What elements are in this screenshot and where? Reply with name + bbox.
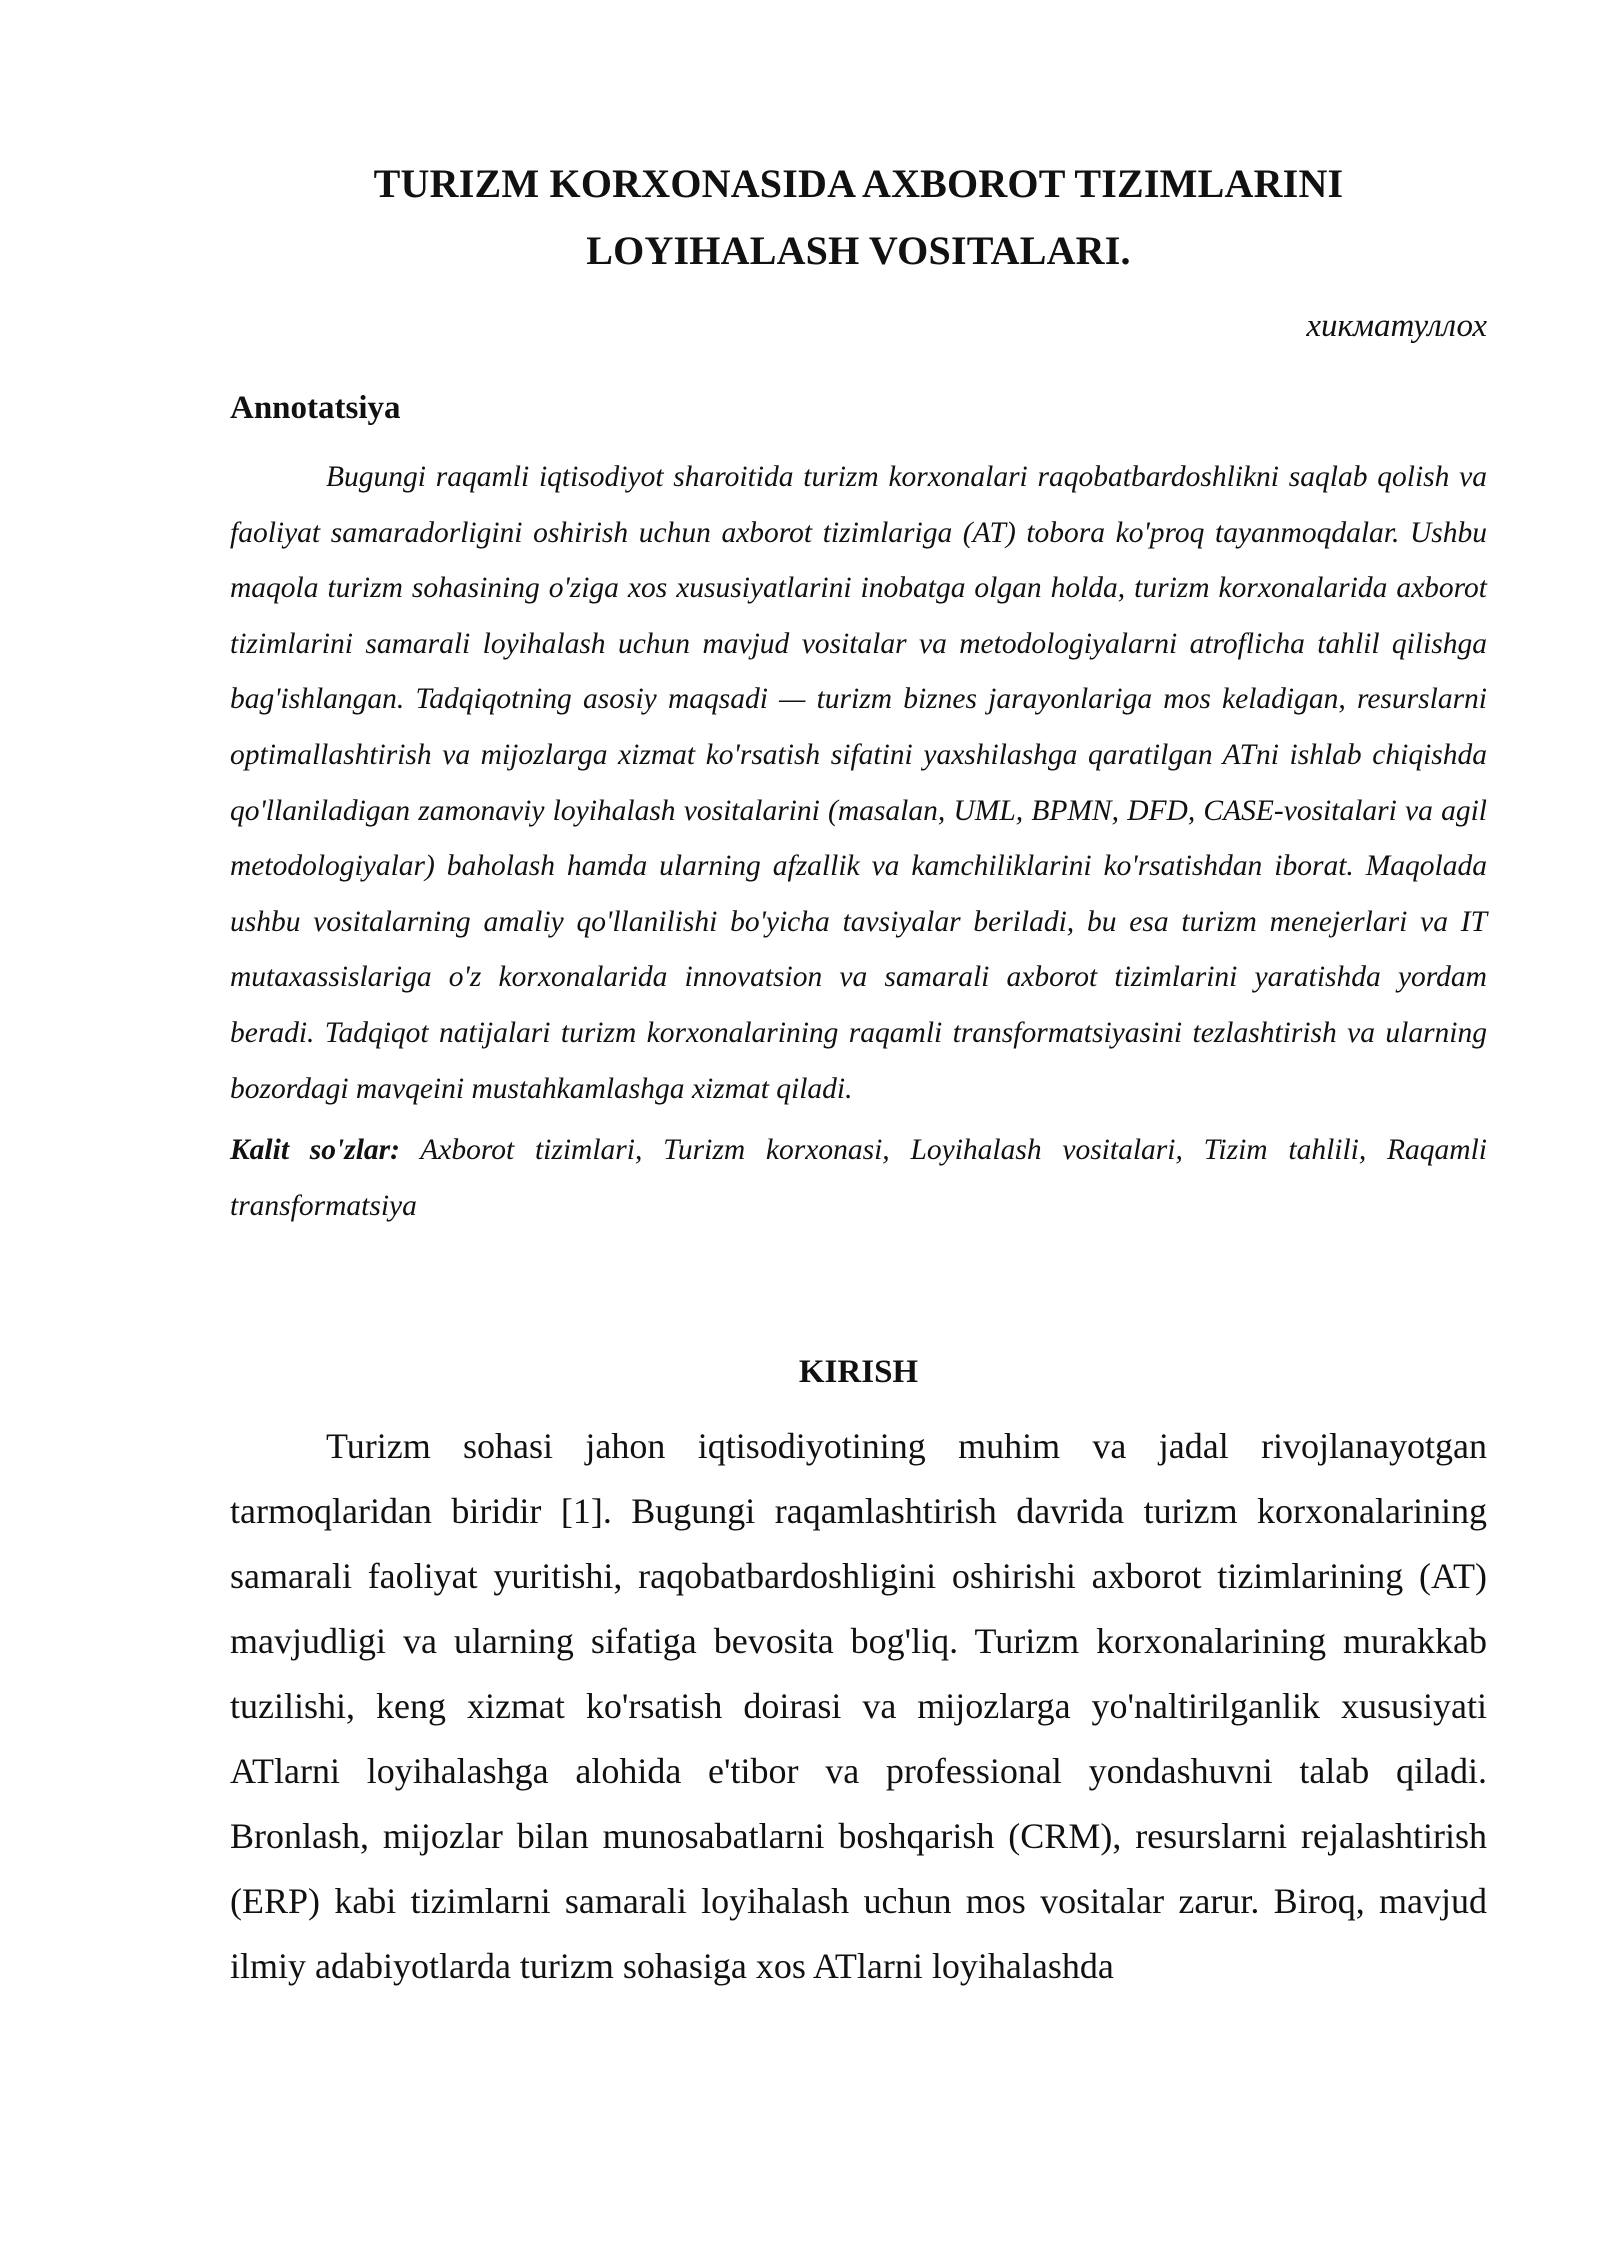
document-title bbox=[230, 150, 1487, 284]
annotation-heading: Annotatsiya bbox=[230, 390, 401, 426]
keywords-label: Kalit so'zlar: bbox=[230, 1134, 400, 1167]
annotation-paragraph: Bugungi raqamli iqtisodiyot sharoitida turizm korxonalari raqobatbardoshlikni saqlab qolish va faoliyat samaradorligini oshirish uchun axborot tizimlariga (AT) tobora ko'proq tayanmoqdalar. Ushbu maqola turizm sohasining o'ziga xos xususiyatlarini inobatga olgan holda, turizm korxonalarida axborot tizimlarini samarali loyihalash uchun mavjud vositalar va metodologiyalarni atroflicha tahlil qilishga bag'ishlangan. Tadqiqotning asosiy maqsadi — turizm biznes jarayonlariga mos keladigan, resurslarni optimallashtirish va mijozlarga xizmat ko'rsatish sifatini yaxshilashga qaratilgan ATni ishlab chiqishda qo'llaniladigan zamonaviy loyihalash vositalarini (masalan, UML, BPMN, DFD, CASE-vositalari va agil metodologiyalar) baholash hamda ularning afzallik va kamchiliklarini ko'rsatishdan iborat. Maqolada ushbu vositalarning amaliy qo'llanilishi bo'yicha tavsiyalar beriladi, bu esa turizm menejerlari va IT mutaxassislariga o'z korxonalarida innovatsion va samarali axborot tizimlarini yaratishda yordam beradi. Tadqiqot natijalari turizm korxonalarining raqamli transformatsiyasini tezlashtirish va ularning bozordagi mavqeini mustahkamlashga xizmat qiladi. bbox=[230, 461, 1487, 1105]
intro-heading: KIRISH bbox=[798, 1354, 919, 1391]
title-line-2: LOYIHALASH VOSITALARI. bbox=[586, 228, 1131, 273]
intro-paragraph: Turizm sohasi jahon iqtisodiyotining muhim va jadal rivojlanayotgan tarmoqlaridan biridir [1]. Bugungi raqamlashtirish davrida turizm korxonalarining samarali faoliyat yuritishi, raqobatbardoshligini oshirishi axborot tizimlarining (AT) mavjudligi va ularning sifatiga bevosita bog'liq. Turizm korxonalarining murakkab tuzilishi, keng xizmat ko'rsatish doirasi va mijozlarga yo'naltirilganlik xususiyati ATlarni loyihalashga alohida e'tibor va professional yondashuvni talab qiladi. Bronlash, mijozlar bilan munosabatlarni boshqarish (CRM), resurslarni rejalashtirish (ERP) kabi tizimlarni samarali loyihalash uchun mos vositalar zarur. Biroq, mavjud ilmiy adabiyotlarda turizm sohasiga xos ATlarni loyihalashda bbox=[230, 1426, 1487, 1987]
document-page bbox=[230, 0, 1487, 2035]
keywords-text: Axborot tizimlari, Turizm korxonasi, Loyihalash vositalari, Tizim tahlili, Raqamli transformatsiya bbox=[230, 1134, 1487, 1222]
author-name: хикматуллох bbox=[1306, 308, 1487, 344]
title-line-1: TURIZM KORXONASIDA AXBOROT TIZIMLARINI bbox=[373, 161, 1344, 206]
keywords-paragraph bbox=[230, 1123, 1487, 1234]
